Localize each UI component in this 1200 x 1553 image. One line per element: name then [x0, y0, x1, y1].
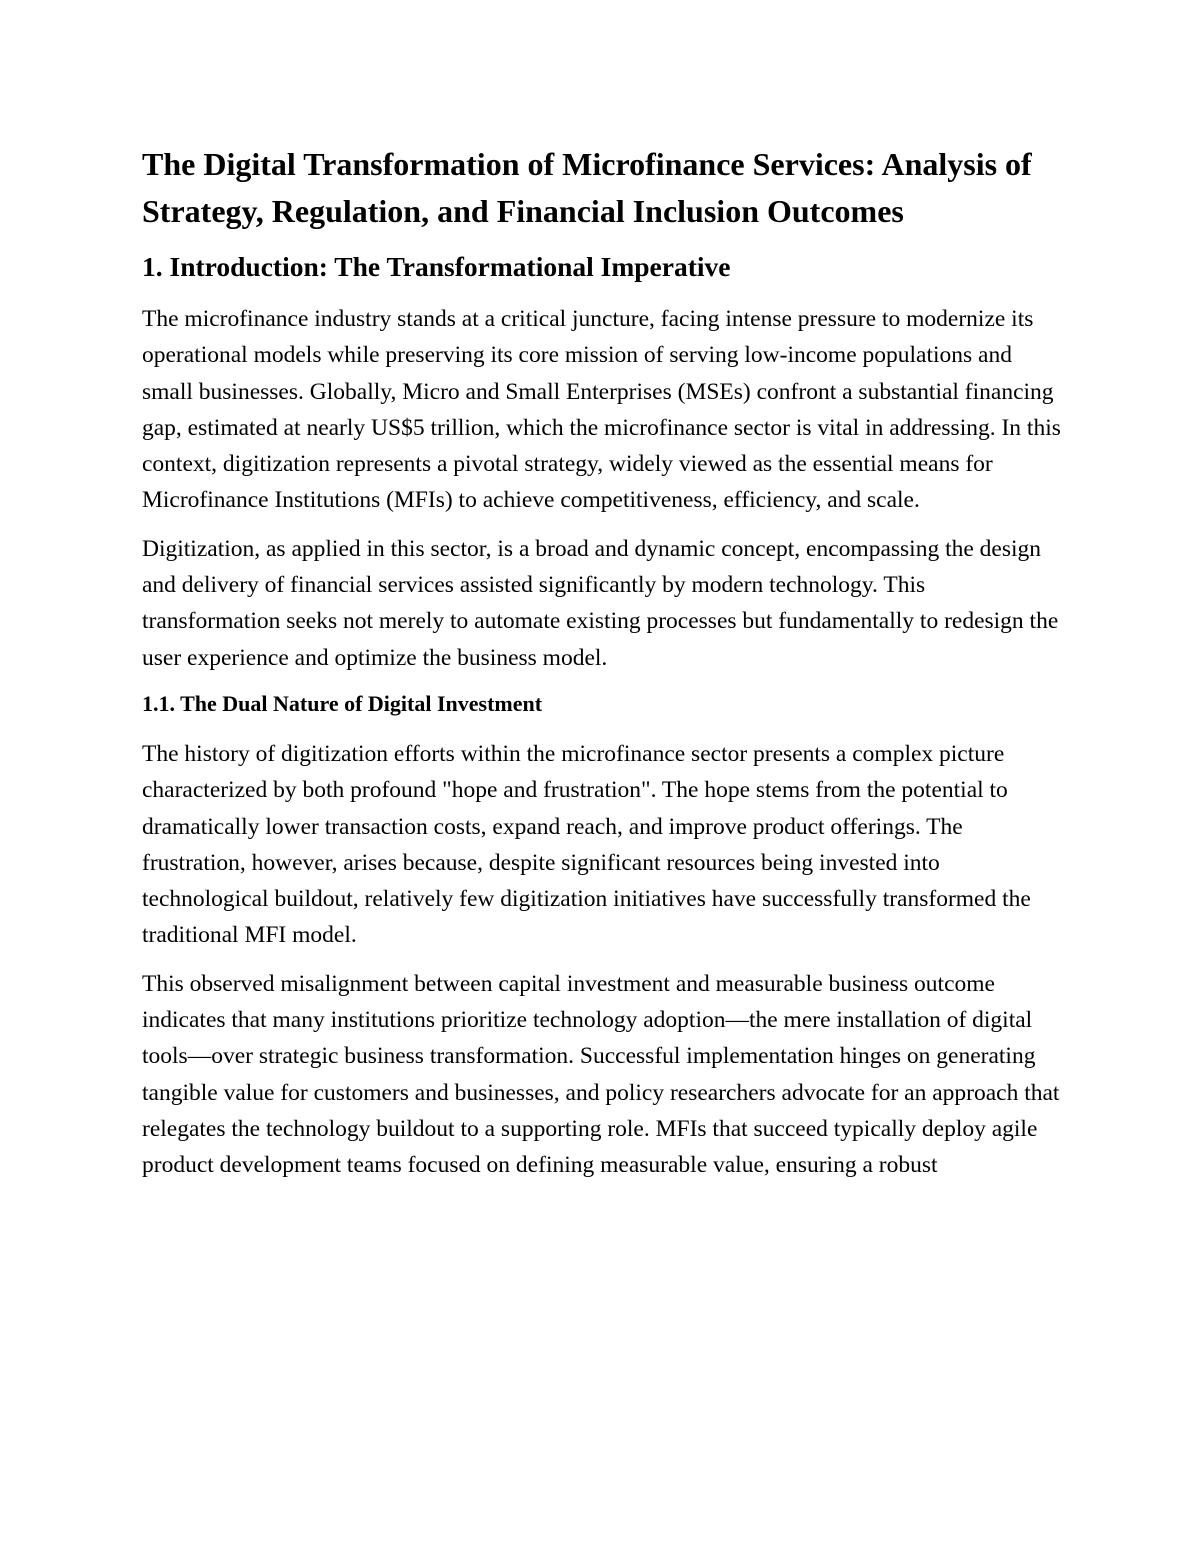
section-heading-introduction: 1. Introduction: The Transformational Imperative: [142, 251, 731, 282]
document-body: [142, 141, 1064, 1196]
paragraph-dual-nature-2: This observed misalignment between capital investment and measurable business outcome indicates that many institutions prioritize technology adoption—the mere installation of digital tools—over strategic business transformation. Successful implementation hinges on generating tangible value for customers and businesses, and policy researchers advocate for an approach that relegates the technology buildout to a supporting role. MFIs that succeed typically deploy agile product development teams focused on defining measurable value, ensuring a robust: [142, 970, 1060, 1179]
paragraph-intro-1: The microfinance industry stands at a critical juncture, facing intense pressure to modernize its operational models while preserving its core mission of serving low-income populations and small businesses. Globally, Micro and Small Enterprises (MSEs) confront a substantial financing gap, estimated at nearly US$5 trillion, which the microfinance sector is vital in addressing. In this context, digitization represents a pivotal strategy, widely viewed as the essential means for Microfinance Institutions (MFIs) to achieve competitiveness, efficiency, and scale.: [142, 306, 1061, 514]
paragraph-intro-2: Digitization, as applied in this sector, is a broad and dynamic concept, encompassing the design and delivery of financial services assisted significantly by modern technology. This transformation seeks not merely to automate existing processes but fundamentally to redesign the user experience and optimize the business model.: [142, 535, 1059, 671]
paragraph-dual-nature-1: The history of digitization efforts within the microfinance sector presents a complex picture characterized by both profound "hope and frustration". The hope stems from the potential to dramatically lower transaction costs, expand reach, and improve product offerings. The frustration, however, arises because, despite significant resources being invested into technological buildout, relatively few digitization initiatives have successfully transformed the traditional MFI model.: [142, 740, 1031, 949]
subsection-heading-dual-nature: 1.1. The Dual Nature of Digital Investment: [142, 690, 543, 716]
document-title: The Digital Transformation of Microfinance Services: Analysis of Strategy, Regulation, and Financial Inclusion Outcomes: [142, 146, 1032, 229]
